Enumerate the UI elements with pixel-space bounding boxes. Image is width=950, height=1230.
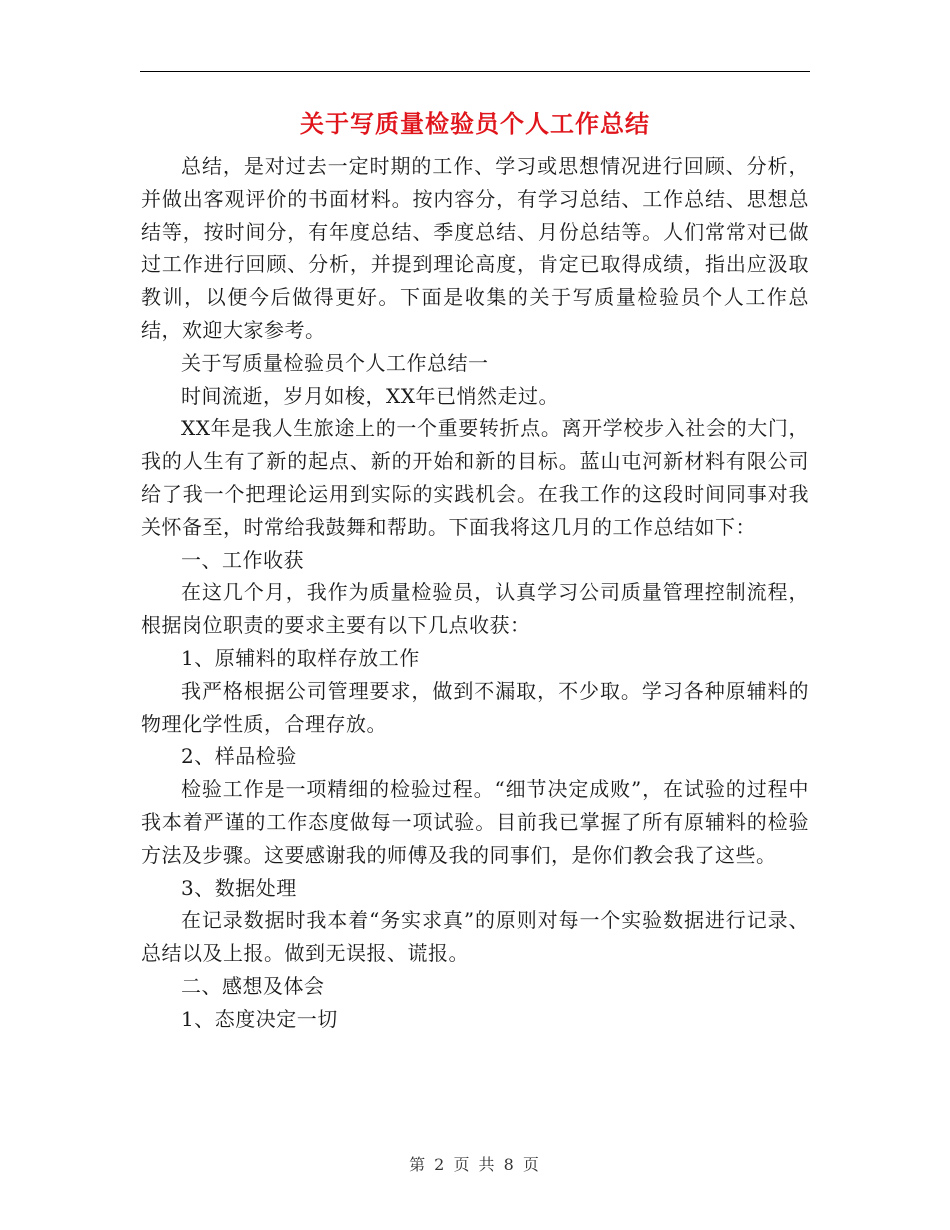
subheading-data-processing: 3、数据处理: [181, 875, 297, 900]
heading-work-gains: 一、工作收获: [181, 547, 304, 572]
paragraph: 我严格根据公司管理要求，做到不漏取，不少取。学习各种原辅料的物理化学性质，合理存放。: [141, 678, 809, 736]
document-body: [141, 150, 809, 1036]
subheading-sampling: 1、原辅料的取样存放工作: [181, 645, 420, 670]
section-heading-one: 关于写质量检验员个人工作总结一: [181, 350, 489, 375]
page-number-footer: 第 2 页 共 8 页: [409, 1155, 541, 1174]
subheading-attitude: 1、态度决定一切: [181, 1006, 338, 1031]
paragraph: 检验工作是一项精细的检验过程。“细节决定成败”，在试验的过程中我本着严谨的工作态度做每一项试验。目前我已掌握了所有原辅料的检验方法及步骤。这要感谢我的师傅及我的同事们，是你们教会我了这些。: [141, 777, 809, 867]
paragraph: XX年是我人生旅途上的一个重要转折点。离开学校步入社会的大门，我的人生有了新的起点、新的开始和新的目标。蓝山屯河新材料有限公司给了我一个把理论运用到实际的实践机会。在我工作的这段时间同事对我关怀备至，时常给我鼓舞和帮助。下面我将这几月的工作总结如下：: [141, 416, 809, 539]
paragraph: 在记录数据时我本着“务实求真”的原则对每一个实验数据进行记录、总结以及上报。做到无误报、谎报。: [141, 908, 809, 966]
document-title: 关于写质量检验员个人工作总结: [300, 110, 650, 138]
subheading-sample-inspection: 2、样品检验: [181, 744, 297, 769]
intro-paragraph: 总结，是对过去一定时期的工作、学习或思想情况进行回顾、分析，并做出客观评价的书面材料。按内容分，有学习总结、工作总结、思想总结等，按时间分，有年度总结、季度总结、月份总结等。人们常常对已做过工作进行回顾、分析，并提到理论高度，肯定已取得成绩，指出应汲取教训，以便今后做得更好。下面是收集的关于写质量检验员个人工作总结，欢迎大家参考。: [141, 154, 809, 342]
paragraph: 在这几个月，我作为质量检验员，认真学习公司质量管理控制流程，根据岗位职责的要求主要有以下几点收获：: [141, 580, 809, 638]
paragraph: 时间流逝，岁月如梭，XX年已悄然走过。: [181, 383, 559, 408]
heading-reflections: 二、感想及体会: [181, 973, 325, 998]
header-rule: [140, 71, 810, 72]
